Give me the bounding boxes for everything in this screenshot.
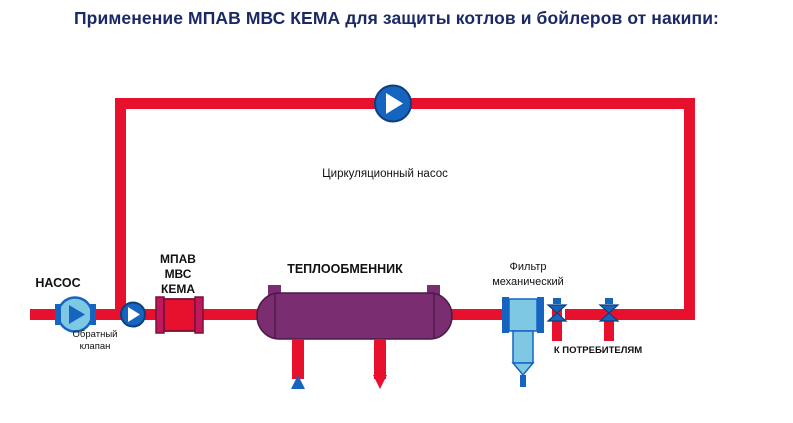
filter-flange-left: [502, 297, 509, 333]
label-filter-line2: механический: [492, 276, 564, 288]
circulation-pump-symbol: [375, 86, 411, 122]
mpav-body: [164, 299, 195, 331]
filter-drain-cone: [513, 363, 533, 375]
diagram-container: [0, 45, 793, 423]
label-to-consumers: К ПОТРЕБИТЕЛЯМ: [553, 345, 643, 356]
exchanger-drain-left: [292, 339, 304, 379]
filter-drain-stub: [520, 375, 526, 387]
label-pump: НАСОС: [35, 276, 81, 290]
heat-exchanger-vessel: [257, 285, 452, 389]
label-mpav-line2: МВС: [164, 267, 192, 281]
mpav-mvs-kema-device: [156, 297, 203, 333]
pipe-bottom-right-return: [565, 309, 695, 320]
exchanger-drain-right: [374, 339, 386, 379]
label-check-valve-line1: Обратный: [72, 329, 118, 340]
mpav-flange-right: [195, 297, 203, 333]
mpav-flange-left: [156, 297, 164, 333]
label-mpav-line3: КЕМА: [161, 282, 195, 296]
branch-valve-1-stem: [553, 298, 561, 304]
pipe-top-right: [408, 98, 695, 109]
page-title: Применение МПАВ МВС КЕМА для защиты котлов и бойлеров от накипи:: [74, 8, 719, 28]
circulation-loop-piping: [115, 98, 695, 320]
mechanical-filter: [502, 297, 544, 387]
pump-flange-right: [90, 304, 96, 325]
filter-head: [509, 299, 537, 331]
branch-valve-1: [548, 305, 566, 321]
label-heat-exchanger: ТЕПЛООБМЕННИК: [287, 262, 403, 276]
label-mpav-line1: МПАВ: [160, 252, 196, 266]
pump-flange-left: [55, 304, 61, 325]
pipe-right-vertical: [684, 98, 695, 320]
label-filter-line1: Фильтр: [509, 261, 547, 273]
filter-flange-right: [537, 297, 544, 333]
pipe-left-vertical: [115, 98, 126, 320]
label-check-valve-line2: клапан: [79, 341, 111, 352]
pipe-top-left: [115, 98, 378, 109]
branch-valve-2-stem: [605, 298, 613, 304]
exchanger-shell: [257, 293, 452, 339]
check-valve-symbol: [121, 303, 145, 327]
pump-symbol: [55, 298, 96, 332]
filter-bowl: [513, 331, 533, 363]
arrow-down-right: [373, 375, 387, 389]
label-circulation-pump: Циркуляционный насос: [322, 168, 448, 180]
piping-schematic-diagram: [0, 45, 793, 423]
